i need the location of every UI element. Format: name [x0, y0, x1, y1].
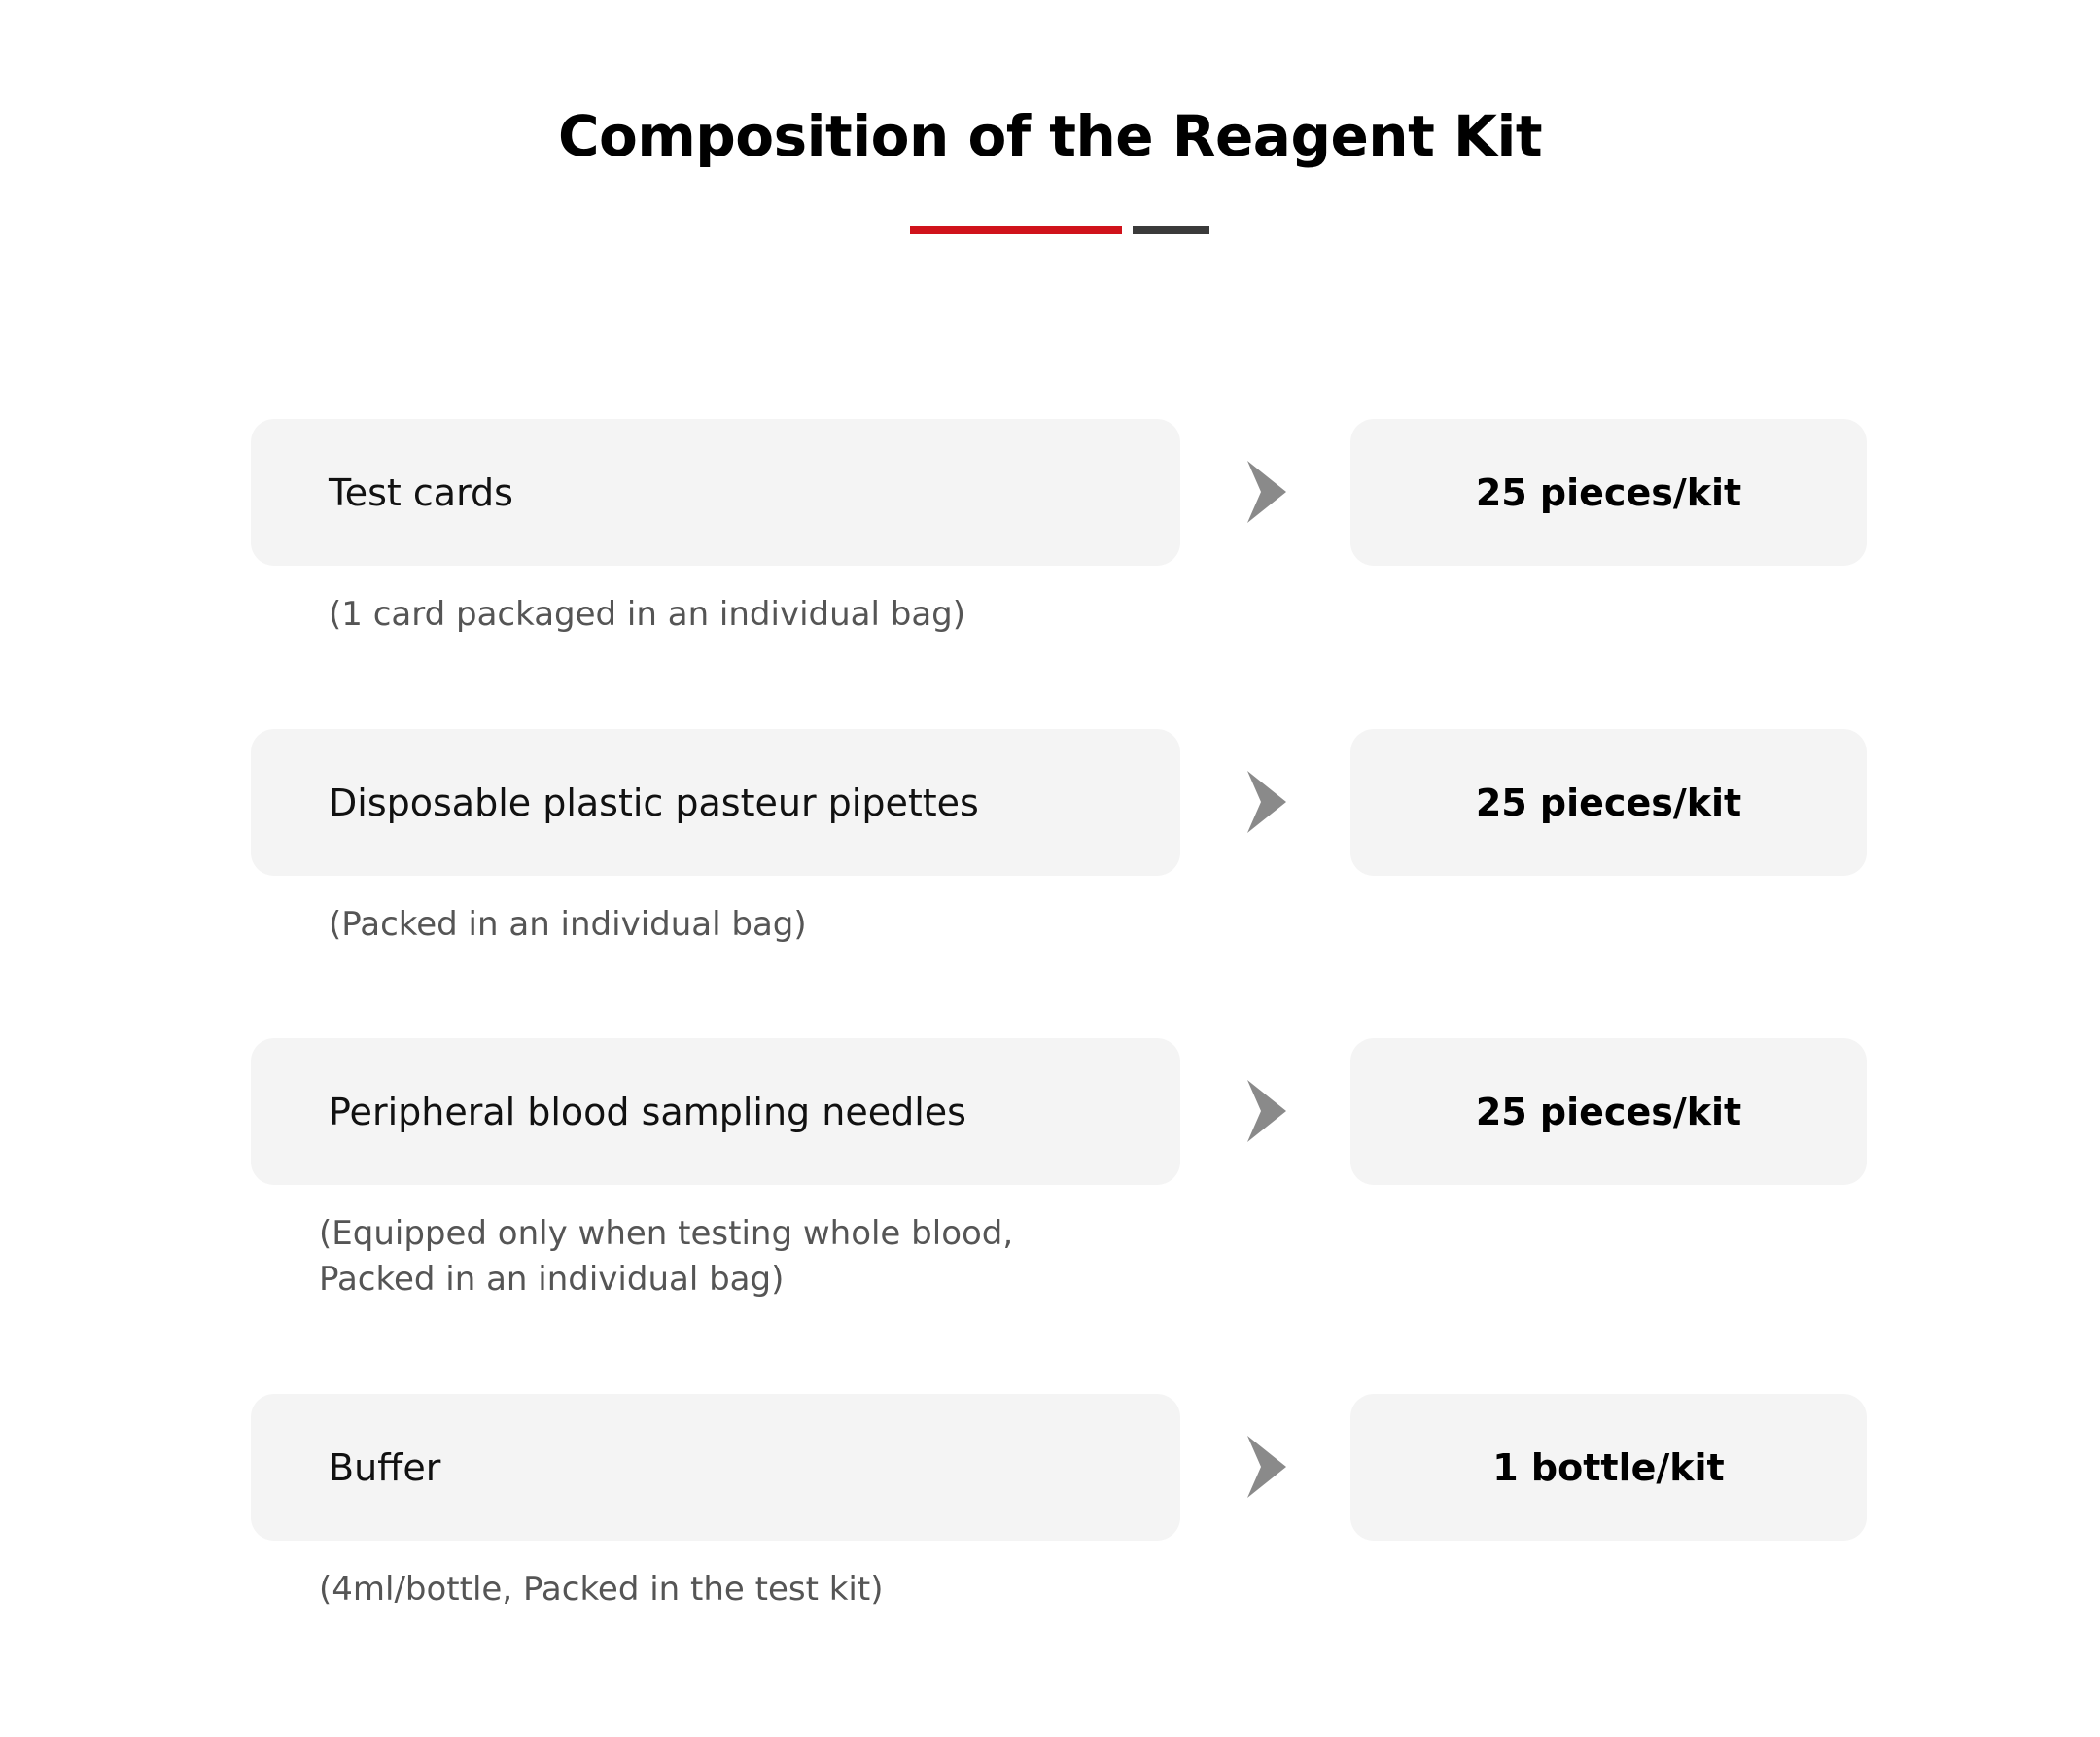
item-quantity-box [1350, 729, 1867, 876]
item-quantity-box [1350, 419, 1867, 566]
item-quantity-box [1350, 1394, 1867, 1541]
chevron-right-icon [1247, 771, 1286, 833]
item-note: (Packed in an individual bag) [329, 905, 807, 944]
item-name-box [251, 729, 1180, 876]
item-note: (Equipped only when testing whole blood, Packed in an individual bag) [319, 1214, 1014, 1299]
item-name: Test cards [329, 470, 513, 514]
item-note: (4ml/bottle, Packed in the test kit) [319, 1570, 884, 1609]
page-title: Composition of the Reagent Kit [557, 103, 1543, 169]
chevron-right-icon [1247, 1436, 1286, 1498]
item-name-box [251, 419, 1180, 566]
title-underline-secondary [1133, 226, 1209, 234]
chevron-right-icon [1247, 1080, 1286, 1142]
item-name-box [251, 1394, 1180, 1541]
item-quantity: 25 pieces/kit [1475, 470, 1742, 514]
item-name: Buffer [329, 1445, 441, 1489]
chevron-right-icon [1247, 461, 1286, 523]
item-quantity: 1 bottle/kit [1492, 1445, 1725, 1489]
item-note: (1 card packaged in an individual bag) [329, 595, 965, 634]
item-name-box [251, 1038, 1180, 1185]
item-quantity: 25 pieces/kit [1475, 781, 1742, 824]
item-name: Disposable plastic pasteur pipettes [329, 781, 979, 824]
item-quantity: 25 pieces/kit [1475, 1090, 1742, 1133]
title-underline-accent [910, 226, 1122, 234]
item-name: Peripheral blood sampling needles [329, 1090, 966, 1133]
item-quantity-box [1350, 1038, 1867, 1185]
